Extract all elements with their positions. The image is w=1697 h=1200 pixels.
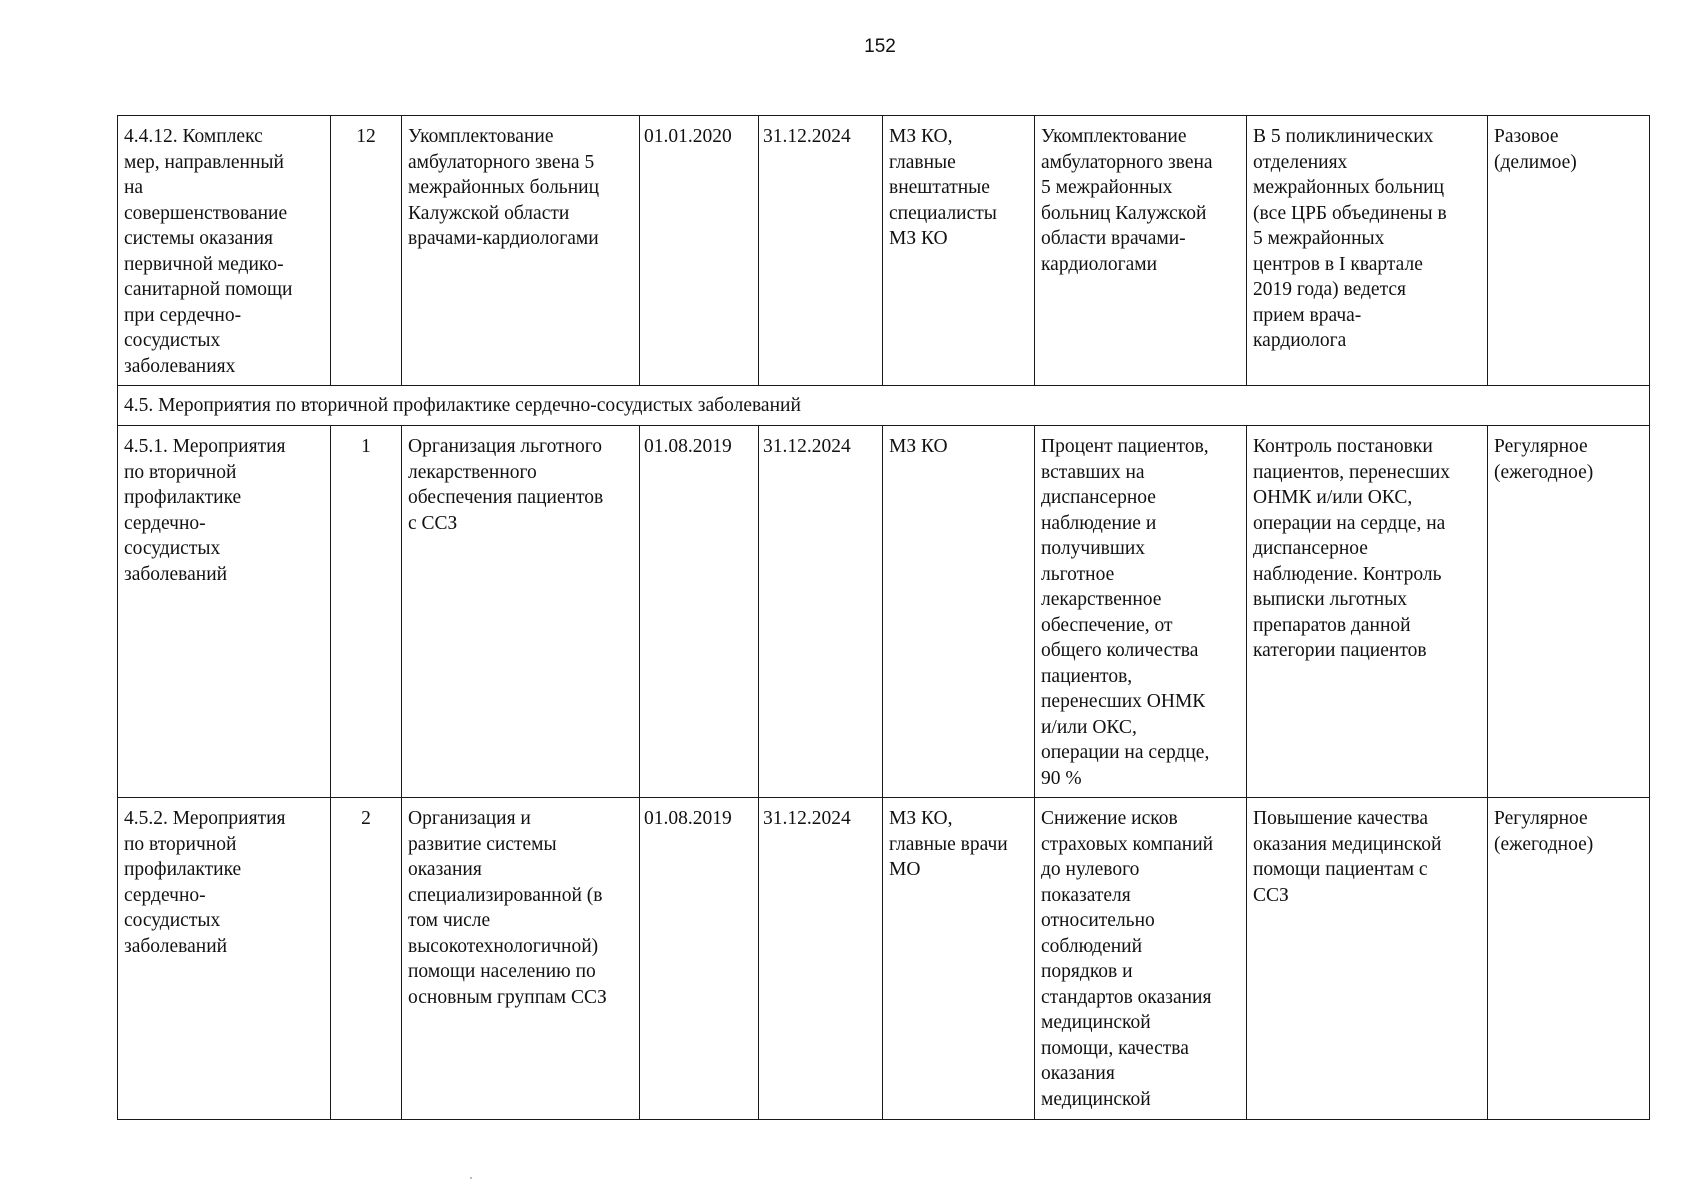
cell-event-line: амбулаторного звена 5 — [408, 151, 595, 173]
cell-event — [402, 798, 640, 1120]
cell-result — [1247, 798, 1488, 1120]
cell-indicator-line: Укомплектование — [1041, 126, 1187, 147]
cell-result-line: отделениях — [1253, 151, 1348, 173]
cell-event-line: Организация и — [408, 808, 531, 829]
cell-result-line: помощи пациентам с — [1253, 859, 1428, 880]
cell-measure-name-line: санитарной помощи — [124, 279, 293, 300]
cell-measure-name-line: совершенствование — [124, 202, 288, 224]
cell-measure-name-line: сосудистых — [124, 910, 221, 931]
cell-indicator-line: кардиологами — [1041, 253, 1158, 275]
cell-measure-name-line: сосудистых — [124, 538, 221, 559]
cell-indicator-line: до нулевого — [1041, 859, 1140, 880]
cell-result-line: 2019 года) ведется — [1253, 279, 1406, 300]
cell-event-line: лекарственного — [408, 461, 537, 483]
cell-measure-name — [118, 798, 331, 1120]
cell-indicator-line: Процент пациентов, — [1041, 436, 1209, 457]
cell-executor-line: главные врачи — [889, 833, 1008, 855]
cell-indicator-line: больниц Калужской — [1041, 202, 1207, 224]
cell-event-line: высокотехнологичной) — [408, 935, 599, 957]
cell-event — [402, 426, 640, 798]
cell-measure-name-line: сосудистых — [124, 330, 221, 351]
cell-indicator-line: стандартов оказания — [1041, 986, 1212, 1008]
cell-executor — [883, 116, 1035, 386]
cell-result-line: ОНМК и/или ОКС, — [1253, 487, 1413, 508]
cell-indicator-line: вставших на — [1041, 461, 1145, 483]
cell-result-line: наблюдение. Контроль — [1253, 563, 1442, 585]
cell-end-date: 31.12.2024 — [759, 116, 883, 386]
cell-measure-name-line: мер, направленный — [124, 151, 284, 173]
cell-indicator-line: показателя — [1041, 884, 1131, 906]
cell-character-line: Регулярное — [1494, 808, 1588, 829]
cell-indicator-line: 90 % — [1041, 767, 1082, 789]
cell-executor-line: МЗ КО — [889, 228, 948, 249]
cell-character-line: (делимое) — [1494, 151, 1577, 173]
cell-indicator-line: и/или ОКС, — [1041, 716, 1137, 738]
cell-character — [1488, 798, 1650, 1120]
cell-executor-line: МО — [889, 859, 921, 880]
cell-indicator-line: страховых компаний — [1041, 833, 1214, 855]
cell-result-line: выписки льготных — [1253, 589, 1408, 610]
cell-character-line: (ежегодное) — [1494, 461, 1594, 483]
cell-event-line: врачами-кардиологами — [408, 228, 599, 249]
cell-indicator-line: оказания — [1041, 1063, 1115, 1084]
cell-result-line: Контроль постановки — [1253, 436, 1433, 457]
cell-indicator — [1035, 116, 1247, 386]
cell-result-line: операции на сердце, на — [1253, 512, 1446, 534]
cell-result — [1247, 426, 1488, 798]
cell-measure-name-line: на — [124, 177, 144, 198]
cell-measure-name-line: профилактике — [124, 487, 242, 508]
cell-measure-name-line: по вторичной — [124, 833, 237, 855]
cell-indicator-line: порядков и — [1041, 961, 1133, 982]
cell-character-line: Регулярное — [1494, 436, 1588, 457]
cell-executor-line: МЗ КО — [889, 436, 948, 457]
cell-indicator-line: лекарственное — [1041, 589, 1162, 610]
document-table-container — [117, 115, 1650, 1120]
cell-indicator-line: 5 межрайонных — [1041, 177, 1173, 198]
cell-measure-name-line: заболеваниях — [124, 355, 236, 377]
cell-measure-name-line: 4.5.2. Мероприятия — [124, 808, 286, 829]
cell-indicator — [1035, 426, 1247, 798]
cell-measure-name-line: 4.5.1. Мероприятия — [124, 436, 286, 457]
section-title: 4.5. Мероприятия по вторичной профилактике сердечно-сосудистых заболеваний — [118, 386, 1650, 426]
cell-number: 1 — [331, 426, 402, 798]
cell-start-date: 01.01.2020 — [640, 116, 759, 386]
cell-result-line: ССЗ — [1253, 884, 1289, 906]
cell-result-line: Повышение качества — [1253, 808, 1428, 829]
cell-character — [1488, 116, 1650, 386]
cell-start-date: 01.08.2019 — [640, 426, 759, 798]
cell-result-line: центров в I квартале — [1253, 253, 1423, 275]
cell-measure-name-line: сердечно- — [124, 884, 206, 906]
cell-executor — [883, 426, 1035, 798]
scan-speck — [470, 1177, 472, 1179]
cell-executor — [883, 798, 1035, 1120]
cell-measure-name-line: профилактике — [124, 859, 242, 880]
measures-table — [117, 115, 1650, 1120]
cell-indicator-line: перенесших ОНМК — [1041, 691, 1206, 712]
cell-event-line: помощи населению по — [408, 961, 596, 982]
cell-measure-name-line: заболеваний — [124, 563, 228, 585]
cell-indicator-line: общего количества — [1041, 640, 1199, 661]
table-row — [118, 426, 1650, 798]
cell-start-date: 01.08.2019 — [640, 798, 759, 1120]
cell-number: 12 — [331, 116, 402, 386]
cell-indicator-line: относительно — [1041, 910, 1155, 931]
cell-indicator-line: области врачами- — [1041, 228, 1186, 249]
cell-result-line: прием врача- — [1253, 304, 1362, 326]
table-row — [118, 116, 1650, 386]
cell-indicator-line: операции на сердце, — [1041, 742, 1210, 763]
cell-measure-name-line: по вторичной — [124, 461, 237, 483]
cell-result-line: В 5 поликлинических — [1253, 126, 1434, 147]
cell-measure-name-line: системы оказания — [124, 228, 274, 249]
cell-end-date: 31.12.2024 — [759, 798, 883, 1120]
cell-result-line: (все ЦРБ объединены в — [1253, 202, 1447, 224]
cell-character-line: Разовое — [1494, 126, 1559, 147]
cell-number: 2 — [331, 798, 402, 1120]
table-row — [118, 798, 1650, 1120]
cell-measure-name — [118, 116, 331, 386]
cell-result-line: 5 межрайонных — [1253, 228, 1385, 249]
cell-measure-name-line: заболеваний — [124, 935, 228, 957]
cell-indicator-line: медицинской — [1041, 1012, 1151, 1033]
cell-indicator-line: соблюдений — [1041, 935, 1143, 957]
cell-result-line: кардиолога — [1253, 330, 1347, 351]
cell-character-line: (ежегодное) — [1494, 833, 1594, 855]
cell-measure-name-line: сердечно- — [124, 512, 206, 534]
cell-result-line: диспансерное — [1253, 538, 1368, 559]
cell-indicator — [1035, 798, 1247, 1120]
cell-event — [402, 116, 640, 386]
cell-result-line: межрайонных больниц — [1253, 177, 1445, 198]
cell-measure-name-line: при сердечно- — [124, 304, 242, 326]
cell-measure-name-line: 4.4.12. Комплекс — [124, 126, 263, 147]
cell-executor-line: специалисты — [889, 202, 997, 224]
cell-indicator-line: помощи, качества — [1041, 1037, 1189, 1059]
cell-indicator-line: получивших — [1041, 538, 1146, 559]
cell-result-line: пациентов, перенесших — [1253, 461, 1450, 483]
cell-executor-line: МЗ КО, — [889, 126, 953, 147]
cell-indicator-line: пациентов, — [1041, 665, 1133, 687]
cell-indicator-line: диспансерное — [1041, 487, 1156, 508]
cell-executor-line: МЗ КО, — [889, 808, 953, 829]
cell-event-line: Калужской области — [408, 202, 570, 224]
cell-event-line: том числе — [408, 910, 491, 931]
cell-event-line: основным группам ССЗ — [408, 986, 607, 1008]
cell-measure-name-line: первичной медико- — [124, 253, 284, 275]
cell-event-line: Укомплектование — [408, 126, 554, 147]
cell-indicator-line: Снижение исков — [1041, 808, 1178, 829]
cell-executor-line: внештатные — [889, 177, 990, 198]
cell-event-line: межрайонных больниц — [408, 177, 600, 198]
cell-result-line: категории пациентов — [1253, 640, 1427, 661]
cell-end-date: 31.12.2024 — [759, 426, 883, 798]
cell-event-line: Организация льготного — [408, 436, 603, 457]
cell-indicator-line: амбулаторного звена — [1041, 151, 1213, 173]
cell-result-line: оказания медицинской — [1253, 833, 1442, 855]
cell-indicator-line: обеспечение, от — [1041, 614, 1173, 636]
section-header-row — [118, 386, 1650, 426]
page-number: 152 — [864, 36, 896, 57]
cell-event-line: обеспечения пациентов — [408, 487, 604, 508]
cell-executor-line: главные — [889, 151, 956, 173]
table-body — [118, 116, 1650, 1120]
cell-result — [1247, 116, 1488, 386]
cell-character — [1488, 426, 1650, 798]
cell-result-line: препаратов данной — [1253, 614, 1411, 636]
cell-event-line: специализированной (в — [408, 884, 603, 906]
cell-indicator-line: наблюдение и — [1041, 512, 1157, 534]
cell-indicator-line: льготное — [1041, 563, 1115, 585]
cell-measure-name — [118, 426, 331, 798]
cell-event-line: развитие системы — [408, 833, 557, 855]
cell-event-line: оказания — [408, 859, 482, 880]
cell-indicator-line: медицинской — [1041, 1088, 1151, 1110]
cell-event-line: с ССЗ — [408, 512, 458, 534]
